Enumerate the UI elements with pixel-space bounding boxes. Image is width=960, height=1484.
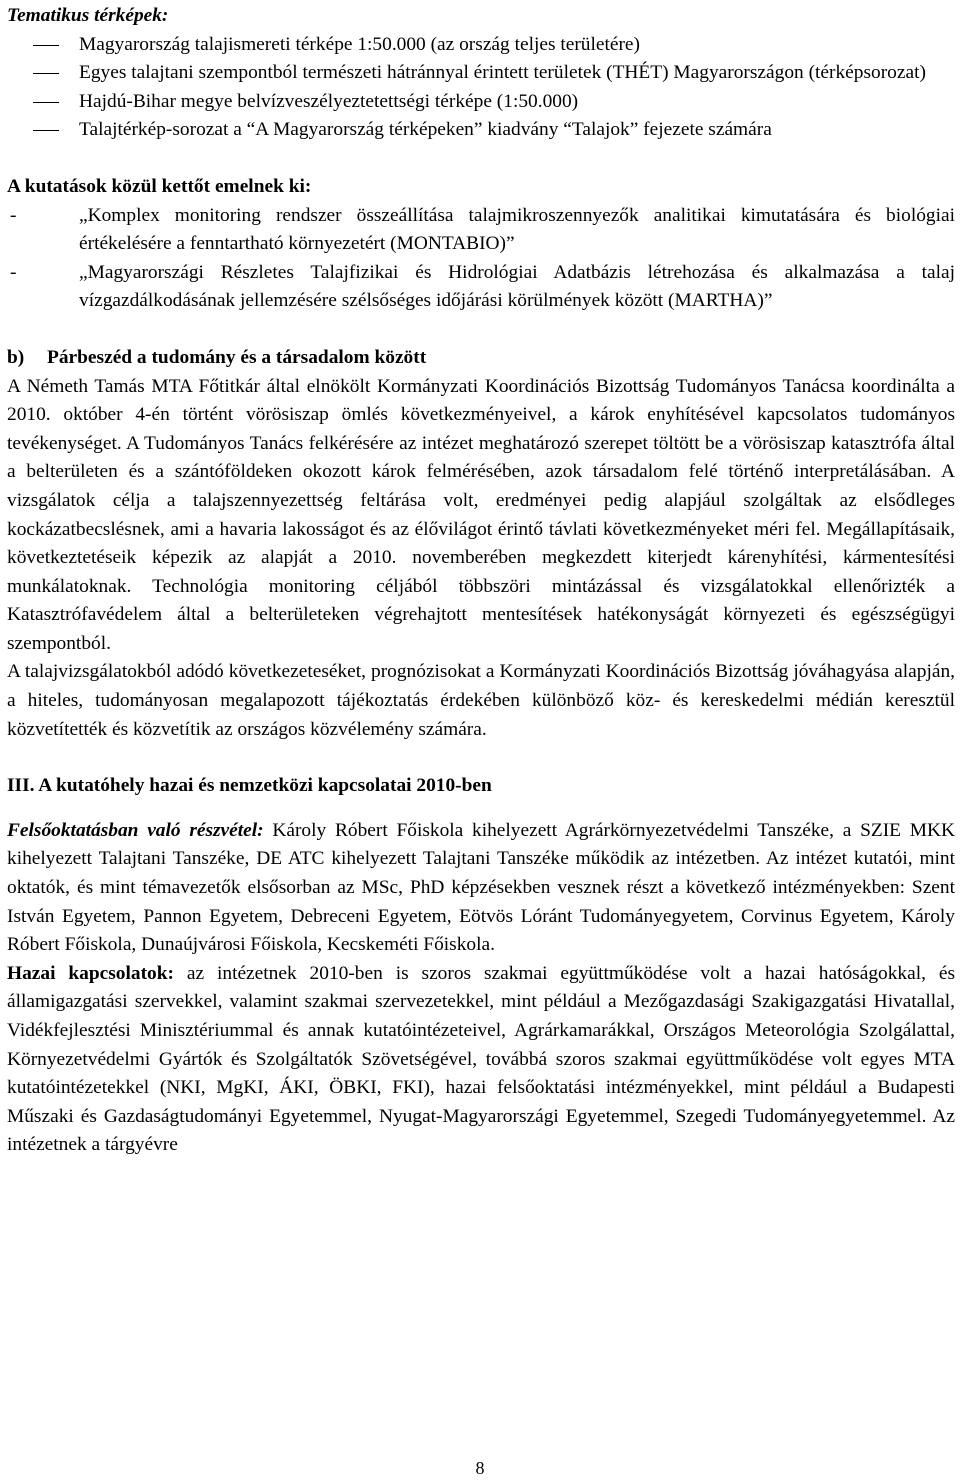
list-item: Hajdú-Bihar megye belvízveszélyeztetettségi térképe (1:50.000) <box>7 88 955 117</box>
paragraph-text: az intézetnek 2010-ben is szoros szakmai együttműködése volt a hazai hatóságokkal, és államigazgatási szervekkel, valamint szakmai szervezetekkel, mint például a Mezőgazdasági Szakigazgatási Hivatallal, Vidékfejlesztési Minisztériummal és annak kutatóintézeteivel, Agrárkamarákkal, Országos Meteorológia Szolgálattal, Környezetvédelmi Gyártók és Szolgáltatók Szövetségével, továbbá szoros szakmai együttműködése volt egyes MTA kutatóintézetekkel (NKI, MgKI, ÁKI, ÖBKI, FKI), hazai felsőoktatási intézményekkel, mint például a Budapesti Műszaki és Gazdaságtudományi Egyetemmel, Nyugat-Magyarországi Egyetemmel, Szegedi Tudományegyetemmel. Az intézetnek a tárgyévre <box>7 962 955 1156</box>
paragraph-text: Károly Róbert Főiskola kihelyezett Agrárkörnyezetvédelmi Tanszéke, a SZIE MKK kihelyezett Talajtani Tanszéke, DE ATC kihelyezett Talajtani Tanszéke működik az intézetben. Az intézet kutatói, mint oktatók, és mint témavezetők elsősorban az MSc, PhD képzésekben vesznek részt a következő intézményekben: Szent István Egyetem, Pannon Egyetem, Debreceni Egyetem, Eötvös Lóránt Tudományegyetem, Corvinus Egyetem, Károly Róbert Főiskola, Dunaújvárosi Főiskola, Kecskeméti Főiskola. <box>7 819 955 956</box>
document-page <box>7 2 955 1160</box>
spacer <box>7 316 955 344</box>
kutatasok-heading: A kutatások közül kettőt emelnek ki: <box>7 175 312 197</box>
paragraph-lead: Felsőoktatásban való részvétel: <box>7 819 264 841</box>
list-item: Magyarország talajismereti térképe 1:50.000 (az ország teljes területére) <box>7 31 955 60</box>
list-item: - „Magyarországi Részletes Talajfizikai és Hidrológiai Adatbázis létrehozása és alkalmazása a talaj vízgazdálkodásának jellemzésére szélsőséges időjárási körülmények között (MARTHA)” <box>7 259 955 316</box>
section-iii-title: III. A kutatóhely hazai és nemzetközi kapcsolatai 2010-ben <box>7 775 492 797</box>
section-b-heading <box>7 344 955 373</box>
spacer <box>7 801 955 817</box>
tematikus-list <box>7 31 955 145</box>
kutatasok-list <box>7 202 955 316</box>
section-iii-paragraph-2 <box>7 960 955 1160</box>
page-number: 8 <box>475 1458 485 1478</box>
section-b-label: b) <box>7 346 25 368</box>
list-item: Talajtérkép-sorozat a “A Magyarország térképeken” kiadvány “Talajok” fejezete számára <box>7 116 955 145</box>
list-item: - „Komplex monitoring rendszer összeállítása talajmikroszennyezők analitikai kimutatására és biológiai értékelésére a fenntartható környezetért (MONTABIO)” <box>7 202 955 259</box>
tematikus-heading: Tematikus térképek: <box>7 5 169 26</box>
spacer <box>7 145 955 173</box>
section-b-paragraph-1: A Németh Tamás MTA Főtitkár által elnökölt Kormányzati Koordinációs Bizottság Tudományos Tanácsa koordinálta a 2010. október 4-én történt vörösiszap ömlés következményeivel, a károk enyhítésével kapcsolatos tudományos tevékenységet. A Tudományos Tanács felkérésére az intézet meghatározó szerepet töltött be a vörösiszap katasztrófa által a belterületen és a szántóföldeken okozott károk felmérésében, azok társadalom felé történő interpretálásában. A vizsgálatok célja a talajszennyezettség feltárása volt, eredményei pedig alapjául szolgáltak az elsődleges kockázatbecslésnek, ami a havaria lakosságot és az élővilágot érintő távlati következményeket méri fel. Megállapításaik, következtetéseik képezik az alapját a 2010. novemberében megkezdett kiterjedt kárenyhítési, kármentesítési munkálatoknak. Technológia monitoring céljából többszöri mintázással és vizsgálatokkal ellenőrizték a Katasztrófavédelem által a belterületeken végrehajtott mentesítések hatékonyságát környezeti és egészségügyi szempontból. <box>7 375 955 654</box>
spacer <box>7 744 955 772</box>
section-b-paragraph-2: A talajvizsgálatokból adódó következeteséket, prognózisokat a Kormányzati Koordinációs Bizottság jóváhagyása alapján, a hiteles, tudományosan megalapozott tájékoztatás érdekében különböző köz- és kereskedelmi médián keresztül közvetítették és közvetítik az országos közvélemény számára. <box>7 661 955 740</box>
section-iii-paragraph-1 <box>7 817 955 960</box>
list-item: Egyes talajtani szempontból természeti hátránnyal érintett területek (THÉT) Magyarországon (térképsorozat) <box>7 59 955 88</box>
section-b-title: Párbeszéd a tudomány és a társadalom között <box>47 346 427 368</box>
paragraph-lead: Hazai kapcsolatok: <box>7 962 174 984</box>
